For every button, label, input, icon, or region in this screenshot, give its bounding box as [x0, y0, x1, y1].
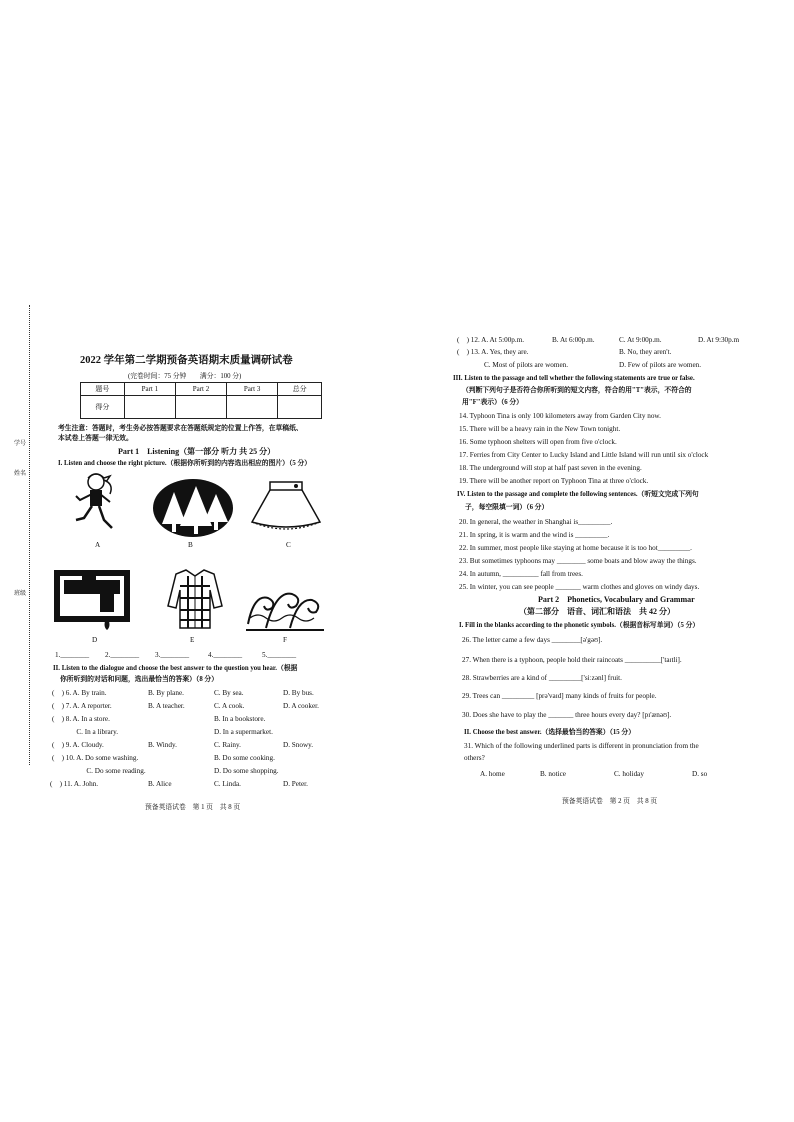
question-10[interactable]: ( ) 10. A. Do some washing. [52, 754, 139, 762]
score-cell[interactable] [227, 396, 278, 419]
question-6-option-c[interactable]: C. By sea. [214, 689, 244, 697]
question-31-option-c[interactable]: C. holiday [614, 770, 644, 778]
question-31-line2: others? [464, 754, 485, 762]
phonetic-question[interactable]: 30. Does she have to play the _______ three hours every day? [pɪ'ænəʊ]. [462, 711, 672, 719]
question-31-line1: 31. Which of the following underlined parts is different in pronunciation from the [464, 742, 699, 750]
true-false-statement: 15. There will be a heavy rain in the New Town tonight. [459, 425, 621, 433]
margin-label-name: 姓名 [14, 471, 27, 477]
question-9-option-b[interactable]: B. Windy. [148, 741, 177, 749]
question-9-option-c[interactable]: C. Rainy. [214, 741, 241, 749]
question-11[interactable]: ( ) 11. A. John. [50, 780, 99, 788]
true-false-statement: 17. Ferries from City Center to Lucky Island and Little Island will run until six o'clock [459, 451, 709, 459]
question-7-option-b[interactable]: B. A teacher. [148, 702, 185, 710]
notice-line-1: 考生注意：答题时，考生务必按答题要求在答题纸规定的位置上作答，在草稿纸、 [58, 425, 303, 432]
fill-in-sentence[interactable]: 21. In spring, it is warm and the wind is _________. [459, 531, 610, 539]
sea-waves-picture [246, 584, 324, 632]
question-7-option-d[interactable]: D. A cooker. [283, 702, 319, 710]
score-cell[interactable] [124, 396, 175, 419]
exam-title: 2022 学年第二学期预备英语期末质量调研试卷 [80, 355, 293, 366]
notice-line-2: 本试卷上答题一律无效。 [58, 435, 133, 442]
question-8-option-d[interactable]: D. In a supermarket. [214, 728, 273, 736]
answer-blank-1[interactable]: 1.________ [55, 651, 90, 659]
part2-subheading: （第二部分 语音、词汇和语法 共 42 分） [519, 607, 675, 616]
question-6[interactable]: ( ) 6. A. By train. [52, 689, 107, 697]
fill-in-sentence[interactable]: 20. In general, the weather in Shanghai is_________. [459, 518, 613, 526]
question-12[interactable]: ( ) 12. A. At 5:00p.m. [457, 336, 525, 344]
part2-heading: Part 2 Phonetics, Vocabulary and Grammar [538, 595, 695, 604]
forest-trees-picture [152, 478, 234, 538]
picture-label-e: E [190, 636, 195, 644]
score-header: Part 3 [227, 383, 278, 396]
water-tap-picture [52, 568, 134, 634]
phonetic-question[interactable]: 29. Trees can _________ [prə'vaɪd] many kinds of fruits for people. [462, 692, 657, 700]
question-11-option-d[interactable]: D. Peter. [283, 780, 308, 788]
section-3-instruction-line1: III. Listen to the passage and tell whether the following statements are true or false. [453, 375, 695, 382]
exam-time-info: (完卷时间：75 分钟 满分：100 分) [128, 373, 242, 380]
score-header: 题号 [81, 383, 125, 396]
question-31-option-b[interactable]: B. notice [540, 770, 566, 778]
answer-blank-4[interactable]: 4.________ [208, 651, 243, 659]
question-10-option-c[interactable]: C. Do some reading. [72, 767, 146, 775]
section-2-instruction-line2: 你所听到的对话和问题，选出最恰当的答案）（8 分） [60, 676, 219, 683]
binding-margin-line [29, 305, 30, 765]
picture-label-b: B [188, 541, 193, 549]
score-row-label: 得分 [81, 396, 125, 419]
question-8[interactable]: ( ) 8. A. In a store. [52, 715, 110, 723]
question-9[interactable]: ( ) 9. A. Cloudy. [52, 741, 104, 749]
question-6-option-b[interactable]: B. By plane. [148, 689, 184, 697]
picture-label-a: A [95, 541, 101, 549]
question-6-option-d[interactable]: D. By bus. [283, 689, 314, 697]
score-cell[interactable] [278, 396, 322, 419]
fill-in-sentence[interactable]: 22. In summer, most people like staying at home because it is too hot_________. [459, 544, 692, 552]
true-false-statement: 14. Typhoon Tina is only 100 kilometers away from Garden City now. [459, 412, 661, 420]
skirt-picture [248, 478, 324, 534]
question-31-option-a[interactable]: A. home [480, 770, 505, 778]
question-13-option-b[interactable]: B. No, they aren't. [619, 348, 672, 356]
margin-label-class: 班级 [14, 591, 27, 597]
score-table [80, 382, 322, 419]
question-12-option-c[interactable]: C. At 9:00p.m. [619, 336, 662, 344]
answer-blank-3[interactable]: 3.________ [155, 651, 190, 659]
plaid-shirt-picture [166, 566, 224, 632]
fill-in-sentence[interactable]: 25. In winter, you can see people _______ warm clothes and gloves on windy days. [459, 583, 700, 591]
phonetic-question[interactable]: 26. The letter came a few days ________[ə'gəʊ]. [462, 636, 603, 644]
question-11-option-c[interactable]: C. Linda. [214, 780, 241, 788]
picture-label-f: F [283, 636, 287, 644]
question-7[interactable]: ( ) 7. A. A reporter. [52, 702, 112, 710]
phonetic-question[interactable]: 27. When there is a typhoon, people hold their raincoats __________['taɪtli]. [462, 656, 682, 664]
page-2-footer: 预备英语试卷 第 2 页 共 8 页 [562, 798, 658, 805]
margin-label-id: 学号 [14, 441, 27, 447]
question-11-option-b[interactable]: B. Alice [148, 780, 172, 788]
score-header: Part 2 [175, 383, 226, 396]
question-13-option-c[interactable]: C. Most of pilots are women. [484, 361, 569, 369]
section-3-instruction-line3: 用"F"表示）（6 分） [462, 399, 523, 406]
running-girl-picture [66, 470, 122, 536]
section-ii-instruction: II. Choose the best answer.（选择最恰当的答案）（15 分） [464, 729, 635, 736]
question-12-option-d[interactable]: D. At 9:30p.m [698, 336, 740, 344]
question-13[interactable]: ( ) 13. A. Yes, they are. [457, 348, 529, 356]
score-cell[interactable] [175, 396, 226, 419]
true-false-statement: 16. Some typhoon shelters will open from five o'clock. [459, 438, 617, 446]
question-13-option-d[interactable]: D. Few of pilots are women. [619, 361, 702, 369]
part1-heading: Part 1 Listening（第一部分 听力 共 25 分） [118, 447, 276, 456]
picture-label-d: D [92, 636, 98, 644]
question-9-option-d[interactable]: D. Snowy. [283, 741, 314, 749]
score-header: 总分 [278, 383, 322, 396]
picture-label-c: C [286, 541, 291, 549]
question-12-option-b[interactable]: B. At 6:00p.m. [552, 336, 595, 344]
page-1-footer: 预备英语试卷 第 1 页 共 8 页 [145, 804, 241, 811]
section-i-instruction: I. Fill in the blanks according to the phonetic symbols.（根据音标写单词）（5 分） [459, 622, 700, 629]
true-false-statement: 18. The underground will stop at half past seven in the evening. [459, 464, 642, 472]
answer-blank-2[interactable]: 2.________ [105, 651, 140, 659]
true-false-statement: 19. There will be another report on Typhoon Tina at three o'clock. [459, 477, 649, 485]
question-10-option-b[interactable]: B. Do some cooking. [214, 754, 275, 762]
question-8-option-c[interactable]: C. In a library. [62, 728, 119, 736]
section-4-instruction-line2: 子，每空限填一词）（6 分） [465, 504, 549, 511]
question-7-option-c[interactable]: C. A cook. [214, 702, 245, 710]
answer-blank-5[interactable]: 5.________ [262, 651, 297, 659]
question-31-option-d[interactable]: D. so [692, 770, 708, 778]
fill-in-sentence[interactable]: 24. In autumn, __________ fall from trees. [459, 570, 583, 578]
fill-in-sentence[interactable]: 23. But sometimes typhoons may ________ some boats and blow away the things. [459, 557, 697, 565]
section-3-instruction-line2: （判断下列句子是否符合你所听到的短文内容，符合的用"T"表示，不符合的 [462, 387, 692, 394]
score-header: Part 1 [124, 383, 175, 396]
phonetic-question[interactable]: 28. Strawberries are a kind of _________['siːzənl] fruit. [462, 674, 622, 682]
section-2-instruction-line1: II. Listen to the dialogue and choose the best answer to the question you hear.（根据 [53, 665, 298, 672]
section-4-instruction-line1: IV. Listen to the passage and complete the following sentences.（听短文完成下列句 [457, 491, 699, 498]
question-10-option-d[interactable]: D. Do some shopping. [214, 767, 279, 775]
question-8-option-b[interactable]: B. In a bookstore. [214, 715, 266, 723]
section-1-instruction: I. Listen and choose the right picture.（根据你所听到的内容选出相应的图片）（5 分） [58, 460, 312, 467]
